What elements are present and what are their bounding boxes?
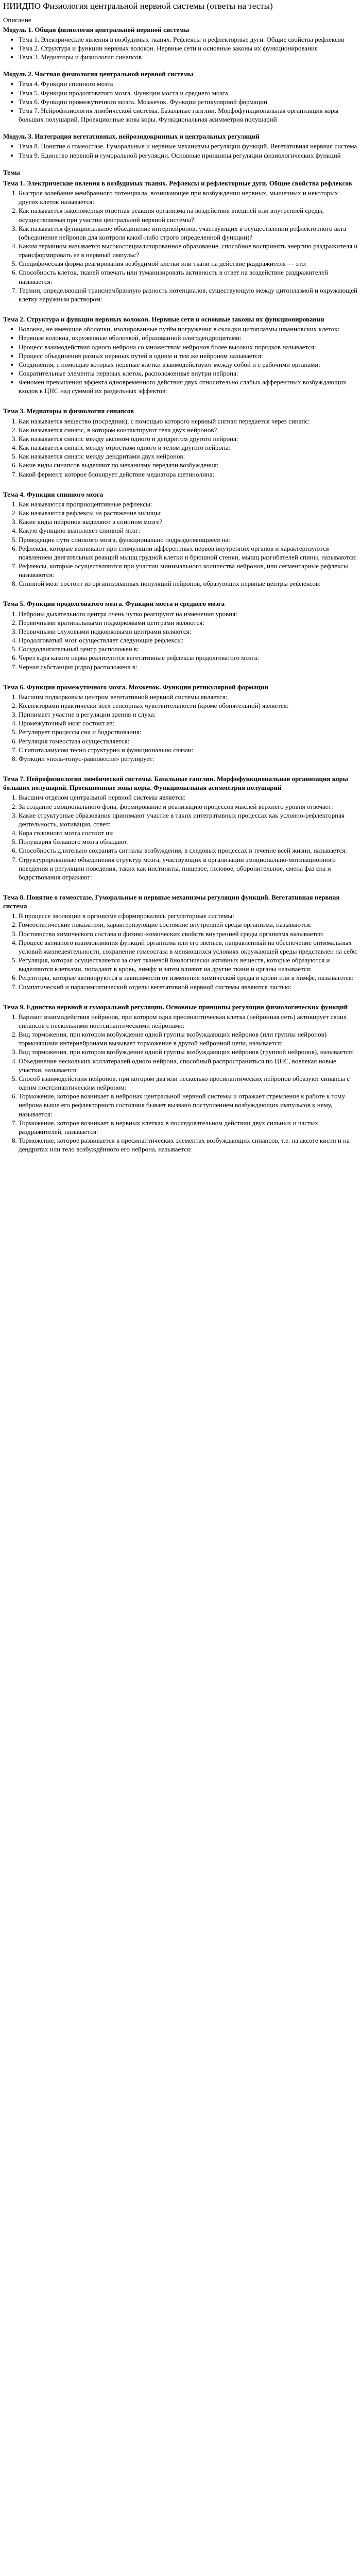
module-topic-item: • Тема 4. Функции спинного мозга	[19, 79, 358, 88]
question-item: 2. Как называется закономерная ответная реакция организма на воздействия внешней или внутренней среды, осуществляемая при участии центральной нервной системы?	[19, 206, 358, 224]
question-item: 1. Нейроны дыхательного центра очень чутко реагируют на изменения уровня:	[19, 609, 358, 618]
module-topic-list	[3, 142, 358, 159]
themes-section	[3, 179, 358, 1154]
question-item: • Сократительные элементы нервных клеток, расположенные внутри нейрона:	[19, 369, 358, 378]
question-item: 5. Регулирует процессы сна и бодрствования:	[19, 727, 358, 736]
modules-section	[3, 25, 358, 160]
question-item: 3. Постоянство химического состава и физико-химических свойств внутренней среды организма называется:	[19, 929, 358, 938]
question-item: • Соединения, с помощью которых нервные клетки взаимодействуют между собой и с рабочими органами:	[19, 360, 358, 369]
question-list	[3, 189, 358, 303]
question-item: 5. Специфическая форма реагирования возбудимой клетки или ткани на действие раздражителя — это:	[19, 259, 358, 268]
question-item: 4. Процесс активного взаимовлияния функций организма или его звеньев, направленный на обеспечение оптимальных условий жизнедеятельности, сохранение гомеостаза в меняющихся условиях окружающей среды представлен на себя:	[19, 938, 358, 956]
question-list	[3, 692, 358, 763]
question-item: • Феномен превышения эффекта одновременного действия двух относительно слабых афферентных возбуждающих входов в ЦНС над суммой их раздельных эффектов:	[19, 378, 358, 395]
question-item: 6. Какие виды синапсов выделяют по механизму передачи возбуждения:	[19, 461, 358, 469]
question-list	[3, 417, 358, 479]
question-item: 4. Объединение нескольких коллатералей одного нейрона, способный распространиться по ЦНС, вовлекая новые участки, называется:	[19, 1057, 358, 1074]
question-item: 3. Как называется функциональное объединение интернейронов, участвующих в осуществлении рефлекторного акта (объединение нейронов для контроля какой-либо строго определенной функции)?	[19, 224, 358, 242]
question-item: 1. Как называется вещество (посредник), с помощью которого нервный сигнал передается через синапс:	[19, 417, 358, 426]
module-topic-list	[3, 79, 358, 124]
question-item: 6. Способность клеток, тканей отвечать или туманизировать активность в ответ на воздействие раздражителей называется:	[19, 268, 358, 285]
question-list	[3, 325, 358, 395]
question-item: 6. Через ядра какого нерва реализуются вегетативные рефлексы продолговатого мозга:	[19, 653, 358, 662]
question-item: 4. Какую функцию выполняет спинной мозг:	[19, 526, 358, 535]
question-item: 2. Как называется синапс, в котором контактируют тела двух нейронов?	[19, 426, 358, 434]
theme-title: Тема 9. Единство нервной и гуморальной регуляции. Основные принципы регуляции физиологических функций	[3, 1003, 348, 1011]
question-item: 8. Функции «поль-тонус-равновесия» регулирует:	[19, 754, 358, 763]
question-item: • Волокна, не имеющие оболочки, изолированные путём погружения в складки цитоплазмы шванновских клеток:	[19, 325, 358, 333]
theme-block	[3, 683, 358, 763]
question-item: 7. Какой фермент, которое блокирует действие медиатора щетинолина:	[19, 470, 358, 479]
module-topic-list	[3, 35, 358, 61]
page-title: НИИДПО Физиология центральной нервной системы (ответы на тесты)	[3, 1, 273, 11]
question-item: 3. Принимает участие в регуляции зрения и слуха:	[19, 710, 358, 719]
question-list	[3, 793, 358, 882]
question-item: 4. Каким термином называется высокоспециализированное образование, способное воспринять энергию раздражителя и трансформировать ее в нервный импульс?	[19, 242, 358, 259]
question-item: 2. Гомеостатические показатели, характеризующие состояние внутренней среды организма, называются:	[19, 920, 358, 929]
module-title: Модуль 2. Частная физиология центральной нервной системы	[3, 70, 194, 78]
module-topic-item: • Тема 5. Функции продолговатого мозга. Функции моста и среднего мозга	[19, 89, 358, 97]
question-item: 1. Вариант взаимодействия нейронов, при котором одна пресинаптическая клетка (нейронная сеть) активирует своих синапсов с несколькими постсинаптическими нейронами:	[19, 1012, 358, 1030]
question-item: 7. Рефлексы, которые осуществляются при участии минимального количества нейронов, или сегментарные рефлексы называются:	[19, 562, 358, 579]
question-list	[3, 609, 358, 671]
question-item: 2. Вид торможения, при котором возбуждение одной группы возбуждающих нейронов (или группы нейронов) тормозящими интернейронами вызывает торможение в другой нейронной цепи, называется:	[19, 1030, 358, 1047]
theme-block	[3, 406, 358, 478]
question-item: 3. Какие структурные образования принимают участие в таких интегративных процессах как условно-рефлекторная деятельность, мотивация, ответ:	[19, 811, 358, 828]
question-item: 4. Как называется синапс между отростком одного и телом другого нейрона:	[19, 443, 358, 452]
module-topic-item: • Тема 3. Медиаторы и физиология синапсов	[19, 53, 358, 61]
question-item: 7. Торможение, которое возникает в нервных клетках в последовательном действии двух сильных и частых раздражителей, называется:	[19, 1118, 358, 1136]
question-item: 5. Проводящие пути спинного мозга, функционально подразделяющиеся на:	[19, 535, 358, 544]
theme-title: Тема 4. Функции спинного мозга	[3, 490, 104, 498]
theme-title: Тема 3. Медиаторы и физиология синапсов	[3, 407, 134, 415]
question-item: 7. Симпатический и парасимпатический отделы вегетативной нервной системы являются частью:	[19, 982, 358, 991]
question-item: 6. Рефлексы, которые возникают при стимуляции афферентных нервов внутренних органов и характеризуются появлением двигательных реакций мышц грудной клетки и брюшной стенки, мышц разгибателей спины, называются:	[19, 544, 358, 562]
page	[0, 0, 361, 1165]
question-item: 5. Способ взаимодействия нейронов, при котором два или несколько пресинаптических нейронов образуют синапсы с одним постсинаптическим нейроном:	[19, 1074, 358, 1092]
question-list	[3, 500, 358, 588]
theme-block	[3, 490, 358, 588]
themes-label: Темы	[3, 168, 20, 176]
question-item: 5. Регуляция, которая осуществляется за счет тканевой биологически активных веществ, которые образуются и выделяются клетками, попадают в кровь, лимфу и затем влияют на другие ткани и органы называется:	[19, 956, 358, 973]
question-item: 1. Как называются проприоцептивные рефлексы:	[19, 500, 358, 509]
theme-block	[3, 893, 358, 991]
question-item: 1. Высшим отделом центральной нервной системы является:	[19, 793, 358, 802]
question-item: 8. Спинной мозг состоит из организованных популяций нейронов, образующих нервные центры рефлексов:	[19, 579, 358, 588]
theme-block	[3, 599, 358, 671]
module-topic-item: • Тема 2. Структура и функции нервных волокон. Нервные сети и основные законы их функционирования	[19, 44, 358, 53]
theme-title: Тема 8. Понятие о гомеостазе. Гуморальные и нервные механизмы регуляции функций. Вегетативная нервная система	[3, 893, 340, 910]
module-topic-item: • Тема 8. Понятие о гомеостазе. Гуморальные и нервные механизмы регуляции функций. Вегетативная нервная система	[19, 142, 358, 150]
question-item: 4. Промежуточный мозг состоит из:	[19, 719, 358, 727]
theme-block	[3, 1003, 358, 1154]
question-item: 6. Торможение, которое возникает в нейронах центральной нервной системы и отражает стремление к работе к тому нейрона выше его рефлекторного состояния бывает вызвано поступлением возбуждающих импульсов к нему, называется:	[19, 1092, 358, 1118]
module-topic-item: • Тема 1. Электрические явления в возбудимых тканях. Рефлексы и рефлекторные дуги. Общие свойства рефлексов	[19, 35, 358, 44]
question-item: 8. Торможение, которое развивается в пресинаптических элементах возбуждающих синапсов, т.е. на аксоте кисти и на дендритах или тело возбуждённого его нейрона, называется:	[19, 1136, 358, 1154]
theme-title: Тема 1. Электрические явления в возбудимых тканях. Рефлексы и рефлекторные дуги. Общие свойства рефлексов	[3, 179, 352, 187]
question-item: 2. Как называются рефлексы на растяжение мышцы:	[19, 509, 358, 517]
question-list	[3, 911, 358, 991]
question-item: 7. Термин, определяющий трансмембранную разность потенциалов, существующую между цитоплазмой и окружающей клетку наружным раствором:	[19, 286, 358, 303]
question-item: 5. Сосудодвигательный центр расположен в:	[19, 645, 358, 653]
theme-title: Тема 7. Нейрофизиология лимбической системы. Базальные ганглии. Морфофункциональная организация коры больших полушарий. Проекционные зоны коры. Функциональная асимметрия полушарий	[3, 775, 348, 792]
question-item: 1. Высшим подкорковым центром вегетативной нервной системы является:	[19, 692, 358, 701]
theme-block	[3, 315, 358, 395]
question-item: 3. Какие виды нейронов выделяют в спинном мозге?	[19, 517, 358, 526]
question-item: 1. В процессе эволюции в организме сформировались регуляторные системы:	[19, 911, 358, 920]
question-item: • Нервные волокна, окруженные оболочкой, образованной олигодендроцитами:	[19, 333, 358, 342]
question-item: 2. Первичными кратинальными подкорковыми центрами являются:	[19, 618, 358, 627]
module-topic-item: • Тема 6. Функции промежуточного мозга. Мозжечок. Функции ретикулярной формации	[19, 97, 358, 106]
question-item: 5. Полушария большого мозга обладают:	[19, 837, 358, 846]
question-item: 1. Быстрое колебание мембранного потенциала, возникающее при возбуждении нервных, мышечных и некоторых других клеток называется:	[19, 189, 358, 206]
question-item: 6. Способность длительно сохранять сигналы возбуждения, в следовых процессах в течение всей жизни, называется:	[19, 846, 358, 855]
module-topic-item: • Тема 9. Единство нервной и гуморальной регуляции. Основные принципы регуляции физиологических функций	[19, 151, 358, 160]
question-item: 2. За создание эмоционального фона, формирование и реализацию процессов мыслей верхнего уровня отвечает:	[19, 802, 358, 811]
module-title: Модуль 3. Интеграция вегетативных, нейроэндокринных и центральных регуляций	[3, 132, 260, 141]
theme-block	[3, 179, 358, 303]
module-title: Модуль 1. Общая физиология центральной нервной системы	[3, 25, 190, 33]
description-label: Описание	[3, 15, 31, 24]
module-topic-item: • Тема 7. Нейрофизиология лимбической системы. Базальные ганглии. Морфофункциональная организация коры больших полушарий. Проекционные зоны коры. Функциональная асимметрия полушарий	[19, 106, 358, 124]
question-item: 4. Продолговатый мозг осуществляет следующие рефлексы:	[19, 636, 358, 645]
theme-title: Тема 6. Функции промежуточного мозга. Мозжечок. Функции ретикулярной формации	[3, 683, 269, 691]
question-item: • Процесс взаимодействия одного нейрона со множеством нейронов более высоких порядков называется:	[19, 343, 358, 351]
question-item: 6. Рецепторы, которые активируются в зависимости от изменения химической среды в крови или в лимфе, называются:	[19, 973, 358, 982]
question-item: 2. Коллекторами практически всех сенсорных чувствительности (кроме обонятельной) является:	[19, 701, 358, 710]
question-item: 3. Как называется синапс между аксоном одного и дендритом другого нейрона:	[19, 434, 358, 443]
question-item: 5. Как называется синапс между дендритами двух нейронов:	[19, 452, 358, 461]
theme-title: Тема 2. Структура и функции нервных волокон. Нервные сети и основные законы их функционирования	[3, 315, 324, 324]
question-item: 3. Вид торможения, при котором возбуждение одной группы возбуждающих нейронов (группой нейронов), называется:	[19, 1047, 358, 1056]
question-item: • Процесс объединения разных нервных путей в одним и тем же нейроном называется:	[19, 351, 358, 360]
question-item: 4. Кора головного мозга состоит из:	[19, 828, 358, 837]
theme-title: Тема 5. Функции продолговатого мозга. Функции моста и среднего мозга	[3, 600, 225, 608]
question-item: 7. Черная субстанция (ядро) расположена в:	[19, 663, 358, 671]
question-item: 7. С гипоталамусом тесно структурно и функционально связан:	[19, 745, 358, 754]
question-list	[3, 1012, 358, 1154]
question-item: 6. Регуляция гомеостаза осуществляется:	[19, 737, 358, 745]
question-item: 3. Первичными слуховыми подкорковыми центрами являются:	[19, 627, 358, 636]
question-item: 7. Структурированные объединения структур мозга, участвующих в организации эмоционально-мотивационного поведения и регуляции поведения, таких как инстинкты, пищевое, половое, оборонительное, смена фаз сна и бодрствования отражают:	[19, 855, 358, 882]
theme-block	[3, 774, 358, 882]
